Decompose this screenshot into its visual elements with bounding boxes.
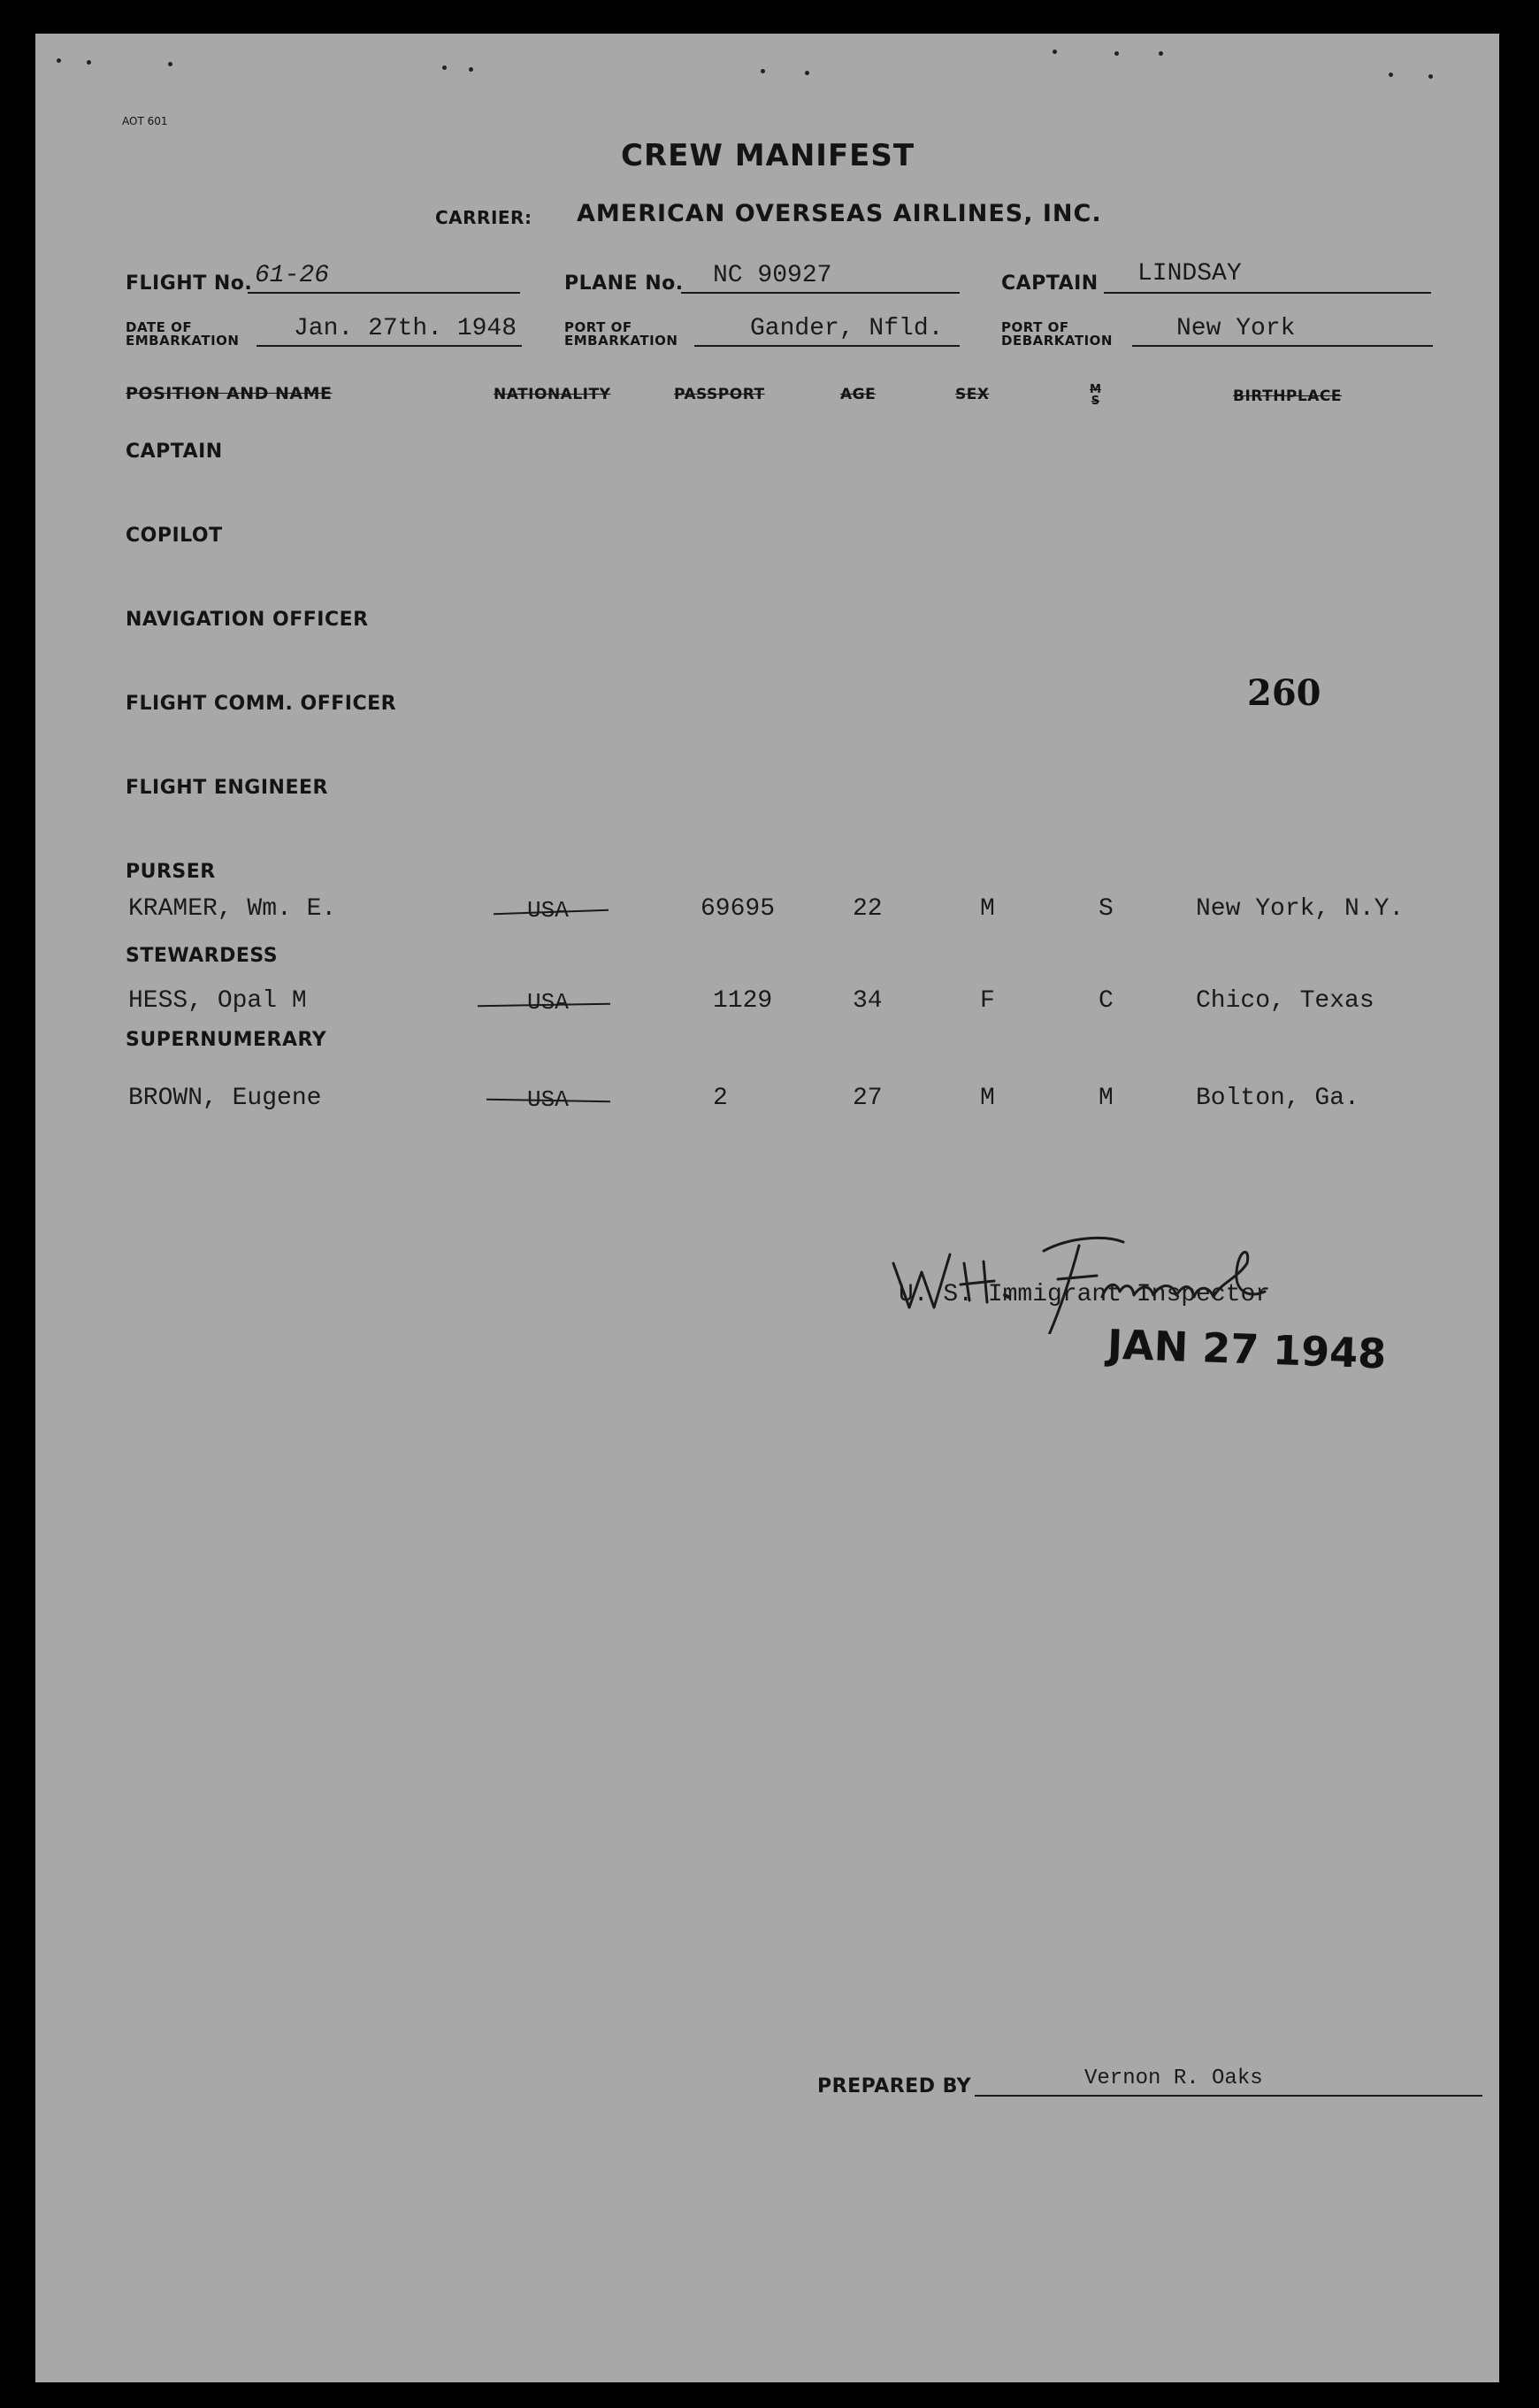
flight-no-underline bbox=[248, 292, 520, 294]
date-underline bbox=[256, 345, 522, 347]
inspector-title: U. S. Immigrant Inspector bbox=[899, 1281, 1271, 1308]
column-age: AGE bbox=[840, 386, 877, 403]
date-label: DATE OF EMBARKATION bbox=[126, 319, 240, 349]
form-code: AOT 601 bbox=[122, 115, 168, 127]
port-embarkation-value: Gander, Nfld. bbox=[750, 315, 944, 342]
crew-birthplace: Bolton, Ga. bbox=[1196, 1085, 1359, 1112]
crew-nationality: USA bbox=[527, 1086, 569, 1113]
scan-speck bbox=[1159, 51, 1163, 56]
port-embarkation-label: PORT OF EMBARKATION bbox=[564, 319, 678, 349]
inspection-date-stamp: JAN 27 1948 bbox=[1106, 1320, 1388, 1378]
position-supernumerary: SUPERNUMERARY bbox=[126, 1029, 327, 1051]
crew-passport: 69695 bbox=[701, 895, 776, 923]
port-debarkation-value: New York bbox=[1176, 315, 1296, 342]
crew-marital-status: S bbox=[1099, 895, 1114, 923]
crew-age: 22 bbox=[853, 895, 883, 923]
column-position: POSITION AND NAME bbox=[126, 384, 333, 403]
plane-no-label: PLANE No. bbox=[564, 272, 684, 295]
scan-speck bbox=[761, 69, 765, 73]
prepared-by-label: PREPARED BY bbox=[817, 2075, 972, 2097]
crew-marital-status: M bbox=[1099, 1085, 1114, 1112]
plane-no-value: NC 90927 bbox=[713, 262, 832, 289]
scan-speck bbox=[469, 67, 473, 72]
crew-nationality: USA bbox=[527, 897, 569, 924]
document-title: CREW MANIFEST bbox=[621, 138, 915, 173]
scan-speck bbox=[1053, 50, 1057, 54]
position-captain: CAPTAIN bbox=[126, 441, 223, 463]
scan-speck bbox=[1389, 73, 1393, 77]
position-navigation-officer: NAVIGATION OFFICER bbox=[126, 609, 369, 631]
crew-name: KRAMER, Wm. E. bbox=[128, 895, 337, 923]
crew-name: HESS, Opal M bbox=[128, 987, 307, 1015]
crew-name: BROWN, Eugene bbox=[128, 1085, 322, 1112]
port-embarkation-underline bbox=[694, 345, 960, 347]
carrier-name: AMERICAN OVERSEAS AIRLINES, INC. bbox=[577, 200, 1102, 227]
column-marital-status: M S bbox=[1090, 383, 1101, 408]
position-copilot: COPILOT bbox=[126, 525, 223, 547]
flight-no-value: 61-26 bbox=[255, 262, 330, 289]
crew-passport: 1129 bbox=[713, 987, 773, 1015]
crew-sex: M bbox=[980, 1085, 995, 1112]
scan-speck bbox=[442, 65, 447, 70]
column-birthplace: BIRTHPLACE bbox=[1233, 387, 1342, 405]
position-purser: PURSER bbox=[126, 861, 216, 883]
scan-speck bbox=[87, 60, 91, 65]
carrier-label: CARRIER: bbox=[435, 207, 532, 228]
scan-speck bbox=[805, 71, 809, 75]
scan-speck bbox=[168, 62, 172, 66]
scan-speck bbox=[1428, 74, 1433, 79]
crew-age: 27 bbox=[853, 1085, 883, 1112]
captain-label: CAPTAIN bbox=[1001, 272, 1099, 295]
crew-birthplace: New York, N.Y. bbox=[1196, 895, 1405, 923]
scan-speck bbox=[57, 58, 61, 63]
inspector-signature bbox=[884, 1210, 1309, 1334]
crew-passport: 2 bbox=[713, 1085, 728, 1112]
port-debarkation-underline bbox=[1132, 345, 1433, 347]
date-value: Jan. 27th. 1948 bbox=[294, 315, 517, 342]
position-flight-comm-officer: FLIGHT COMM. OFFICER bbox=[126, 693, 397, 715]
crew-nationality: USA bbox=[527, 989, 569, 1016]
flight-no-label: FLIGHT No. bbox=[126, 272, 253, 295]
scan-speck bbox=[1114, 51, 1119, 56]
plane-no-underline bbox=[681, 292, 960, 294]
page-number: 260 bbox=[1247, 672, 1321, 714]
prepared-by-value: Vernon R. Oaks bbox=[1084, 2067, 1263, 2090]
port-debarkation-label: PORT OF DEBARKATION bbox=[1001, 319, 1113, 349]
captain-value: LINDSAY bbox=[1137, 260, 1242, 288]
crew-age: 34 bbox=[853, 987, 883, 1015]
column-nationality: NATIONALITY bbox=[494, 386, 611, 403]
crew-sex: F bbox=[980, 987, 995, 1015]
prepared-by-underline bbox=[975, 2095, 1482, 2097]
crew-sex: M bbox=[980, 895, 995, 923]
crew-birthplace: Chico, Texas bbox=[1196, 987, 1374, 1015]
crew-marital-status: C bbox=[1099, 987, 1114, 1015]
position-flight-engineer: FLIGHT ENGINEER bbox=[126, 777, 328, 799]
column-passport: PASSPORT bbox=[674, 386, 765, 403]
captain-underline bbox=[1104, 292, 1431, 294]
column-sex: SEX bbox=[955, 386, 990, 403]
manifest-page bbox=[35, 34, 1499, 2382]
position-stewardess: STEWARDESS bbox=[126, 945, 279, 967]
